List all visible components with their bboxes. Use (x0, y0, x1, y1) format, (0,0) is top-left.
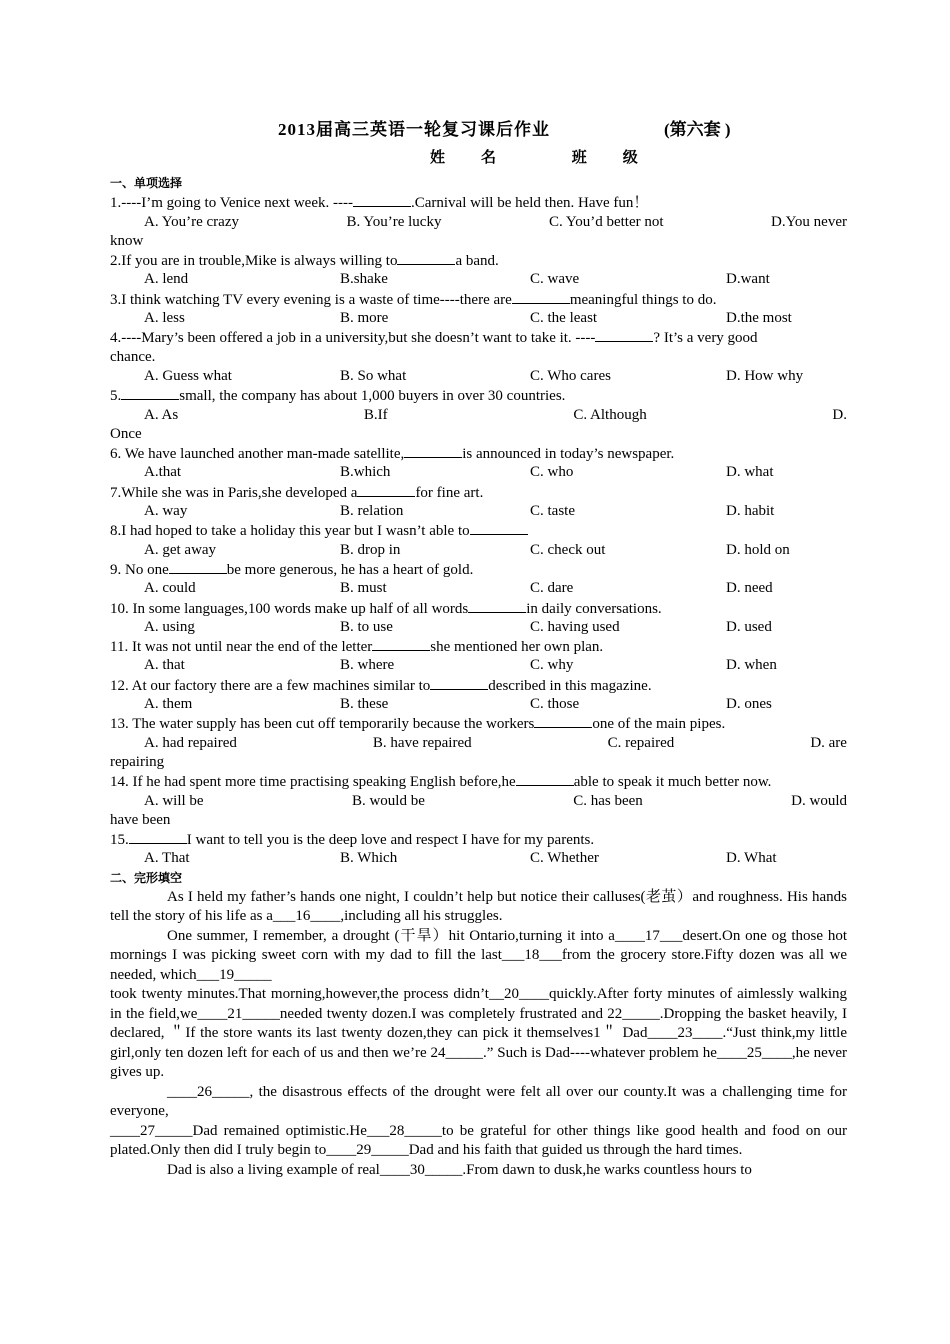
question-text: be more generous, he has a heart of gold. (226, 561, 474, 578)
answer-blank (121, 386, 179, 400)
answer-option: C. has been (573, 792, 643, 809)
answer-option: D. would (791, 792, 847, 809)
option-text-continued: Once (110, 425, 142, 442)
answer-option: D. hold on (726, 541, 790, 558)
answer-option: D. are (810, 734, 847, 751)
question-text: 11. It was not until near the end of the letter (110, 639, 373, 656)
answer-option: C. the least (530, 310, 598, 327)
answer-option: A. could (144, 580, 196, 597)
question-stem (110, 444, 847, 463)
answer-option: C. Who cares (530, 367, 611, 384)
name-class-line: 姓名 班级 (430, 150, 674, 166)
option-row (110, 792, 847, 811)
answer-option: A. That (144, 850, 190, 867)
answer-blank (595, 328, 653, 342)
title-suffix: (第六套 ) (664, 120, 731, 139)
answer-option: A. them (144, 696, 193, 713)
option-row (110, 463, 847, 482)
question-text: small, the company has about 1,000 buyers in over 30 countries. (179, 388, 566, 405)
question-text: ? It’s a very good (653, 330, 758, 347)
answer-option: B. must (340, 580, 387, 597)
answer-blank (470, 521, 528, 535)
answer-option: A. As (144, 406, 179, 423)
answer-option: B. drop in (340, 541, 401, 558)
question-text: 6. We have launched another man-made satellite, (110, 446, 405, 463)
answer-option: D. How why (726, 367, 804, 384)
question-stem (110, 386, 847, 405)
answer-blank (516, 772, 574, 786)
option-row (110, 541, 847, 560)
document-title (0, 115, 950, 139)
answer-blank (512, 290, 570, 304)
answer-option: C. wave (530, 271, 580, 288)
answer-option: B. these (340, 696, 389, 713)
answer-blank (404, 444, 462, 458)
option-row (110, 618, 847, 637)
answer-blank (372, 637, 430, 651)
question-text: in daily conversations. (526, 600, 662, 617)
question-text: I want to tell you is the deep love and respect I have for my parents. (186, 832, 595, 849)
question-text: she mentioned her own plan. (430, 639, 604, 656)
section-heading-cloze: 二、完形填空 (110, 870, 183, 885)
answer-option: B. have repaired (372, 734, 472, 751)
question-stem (110, 328, 847, 347)
answer-option: C. Although (573, 406, 647, 423)
answer-option: C. taste (530, 503, 575, 520)
answer-option: C. dare (530, 580, 574, 597)
answer-option: D. (832, 406, 847, 423)
question-text: 15. (110, 832, 129, 849)
title-main: 2013届高三英语一轮复习课后作业 (278, 120, 550, 139)
answer-option: C. check out (530, 541, 606, 558)
answer-option: B. You’re lucky (346, 213, 442, 230)
option-row (110, 367, 847, 386)
answer-option: D. ones (726, 696, 772, 713)
answer-option: A. You’re crazy (144, 213, 239, 230)
question-stem (110, 483, 847, 502)
answer-option: B.shake (340, 271, 388, 288)
section-heading-single-choice: 一、单项选择 (110, 176, 183, 190)
answer-option: D. What (726, 850, 777, 867)
answer-option: D. what (726, 464, 774, 481)
answer-option: D. need (726, 580, 773, 597)
answer-option: C. those (530, 696, 580, 713)
option-row (110, 849, 847, 868)
answer-option: A. lend (144, 271, 189, 288)
option-row (110, 213, 847, 232)
question-stem (110, 772, 847, 791)
passage-paragraph: ____27_____Dad remained optimistic.He___28_____to be grateful for other things like good health and food on our plated.Only then did I truly begin to____29_____Dad and his faith that guided us through the hard times. (110, 1122, 847, 1159)
option-row (110, 309, 847, 328)
answer-option: D. habit (726, 503, 775, 520)
question-text: 8.I had hoped to take a holiday this year but I wasn’t able to (110, 523, 470, 540)
answer-option: B.If (363, 406, 388, 423)
answer-option: B. relation (340, 503, 404, 520)
answer-blank (534, 714, 592, 728)
question-text: able to speak it much better now. (573, 774, 772, 791)
question-list (110, 193, 847, 868)
question-text: 7.While she was in Paris,she developed a (110, 484, 358, 501)
answer-option: A.that (144, 464, 182, 481)
question-stem (110, 290, 847, 309)
option-text-continued: repairing (110, 753, 165, 770)
question-text: 4.----Mary’s been offered a job in a university,but she doesn’t want to take it. ---- (110, 330, 596, 347)
answer-option: D.the most (726, 310, 792, 327)
answer-option: A. less (144, 310, 185, 327)
answer-option: A. using (144, 618, 195, 635)
cloze-passage (110, 888, 847, 1181)
answer-option: B. So what (340, 367, 407, 384)
document-content (110, 174, 847, 1180)
question-stem (110, 251, 847, 270)
question-text: 9. No one (110, 561, 169, 578)
option-row (110, 502, 847, 521)
question-stem (110, 521, 847, 540)
option-row (110, 656, 847, 675)
answer-blank (357, 483, 415, 497)
question-text-continued: chance. (110, 348, 156, 365)
answer-option: B. to use (340, 618, 393, 635)
answer-blank (129, 830, 187, 844)
option-row (110, 406, 847, 425)
answer-option: B. where (340, 657, 395, 674)
answer-blank (468, 599, 526, 613)
option-text-continued: have been (110, 811, 171, 828)
answer-option: A. way (144, 503, 188, 520)
answer-option: B.which (340, 464, 391, 481)
question-text: described in this magazine. (488, 677, 652, 694)
answer-option: A. Guess what (144, 367, 232, 384)
answer-option: C. having used (530, 618, 620, 635)
answer-option: D.You never (771, 213, 847, 230)
answer-option: A. will be (144, 792, 204, 809)
passage-paragraph: ____26_____, the disastrous effects of the drought were felt all over our county.It was a challenging time for everyone, (110, 1083, 847, 1120)
option-row (110, 270, 847, 289)
option-text-continued: know (110, 232, 144, 249)
answer-option: B. would be (351, 792, 425, 809)
answer-option: A. that (144, 657, 185, 674)
answer-option: C. who (530, 464, 574, 481)
answer-option: B. Which (340, 850, 398, 867)
question-stem (110, 193, 847, 212)
answer-blank (169, 560, 227, 574)
question-text: is announced in today’s newspaper. (462, 446, 675, 463)
passage-paragraph: took twenty minutes.That morning,however,the process didn’t__20____quickly.After forty minutes of aimlessly walking in the field,we____21_____needed twenty dozen.I was completely frustrated and 22_____.Dropping the basket heavily, I declared, ＂If the store wants its last twenty dozen,they can pick it themselves1＂ Dad____23____.“Just think,my little girl,only ten dozen left for each of us and then we’re 24_____.” Such is Dad----whatever problem he____25____,he never gives up. (110, 986, 847, 1081)
answer-option: B. more (340, 310, 389, 327)
question-stem (110, 637, 847, 656)
question-text: for fine art. (415, 484, 484, 501)
passage-paragraph: As I held my father’s hands one night, I couldn’t help but notice their calluses(老茧）and roughness. His hands tell the story of his life as a___16____,including all his struggles. (110, 888, 847, 925)
option-row (110, 734, 847, 753)
answer-option: C. Whether (530, 850, 599, 867)
question-text: 13. The water supply has been cut off temporarily because the workers (110, 716, 535, 733)
question-text: 3.I think watching TV every evening is a waste of time----there are (110, 291, 512, 308)
question-text: one of the main pipes. (592, 716, 726, 733)
answer-option: C. You’d better not (548, 213, 664, 230)
answer-blank (353, 193, 411, 207)
answer-option: A. had repaired (144, 734, 237, 751)
question-text: 14. If he had spent more time practising speaking English before,he (110, 774, 516, 791)
question-text: 10. In some languages,100 words make up half of all words (110, 600, 469, 617)
question-stem (110, 830, 847, 849)
answer-option: C. repaired (607, 734, 675, 751)
question-stem (110, 599, 847, 618)
option-row (110, 579, 847, 598)
question-text: 2.If you are in trouble,Mike is always willing to (110, 253, 398, 270)
question-text: meaningful things to do. (569, 291, 717, 308)
question-text: 5. (110, 388, 122, 405)
answer-blank (397, 251, 455, 265)
question-stem (110, 676, 847, 695)
answer-option: D. when (726, 657, 777, 674)
question-text: .Carnival will be held then. Have fun！ (410, 195, 649, 212)
passage-paragraph: Dad is also a living example of real____30_____.From dawn to dusk,he warks countless hours to (167, 1161, 752, 1178)
question-text: a band. (455, 253, 499, 270)
answer-option: D.want (726, 271, 770, 288)
question-stem (110, 560, 847, 579)
answer-option: A. get away (144, 541, 217, 558)
question-text: 1.----I’m going to Venice next week. ---- (110, 195, 353, 212)
question-stem (110, 714, 847, 733)
passage-paragraph: One summer, I remember, a drought (干旱）hit Ontario,turning it into a____17___desert.On one og those hot mornings I was picking sweet corn with my dad to fill the last___18___from the grocery store.Fifty dozen was all we needed, which___19_____ (110, 927, 847, 983)
answer-option: D. used (726, 618, 772, 635)
answer-option: C. why (530, 657, 574, 674)
question-text: 12. At our factory there are a few machines similar to (110, 677, 431, 694)
option-row (110, 695, 847, 714)
answer-blank (430, 676, 488, 690)
